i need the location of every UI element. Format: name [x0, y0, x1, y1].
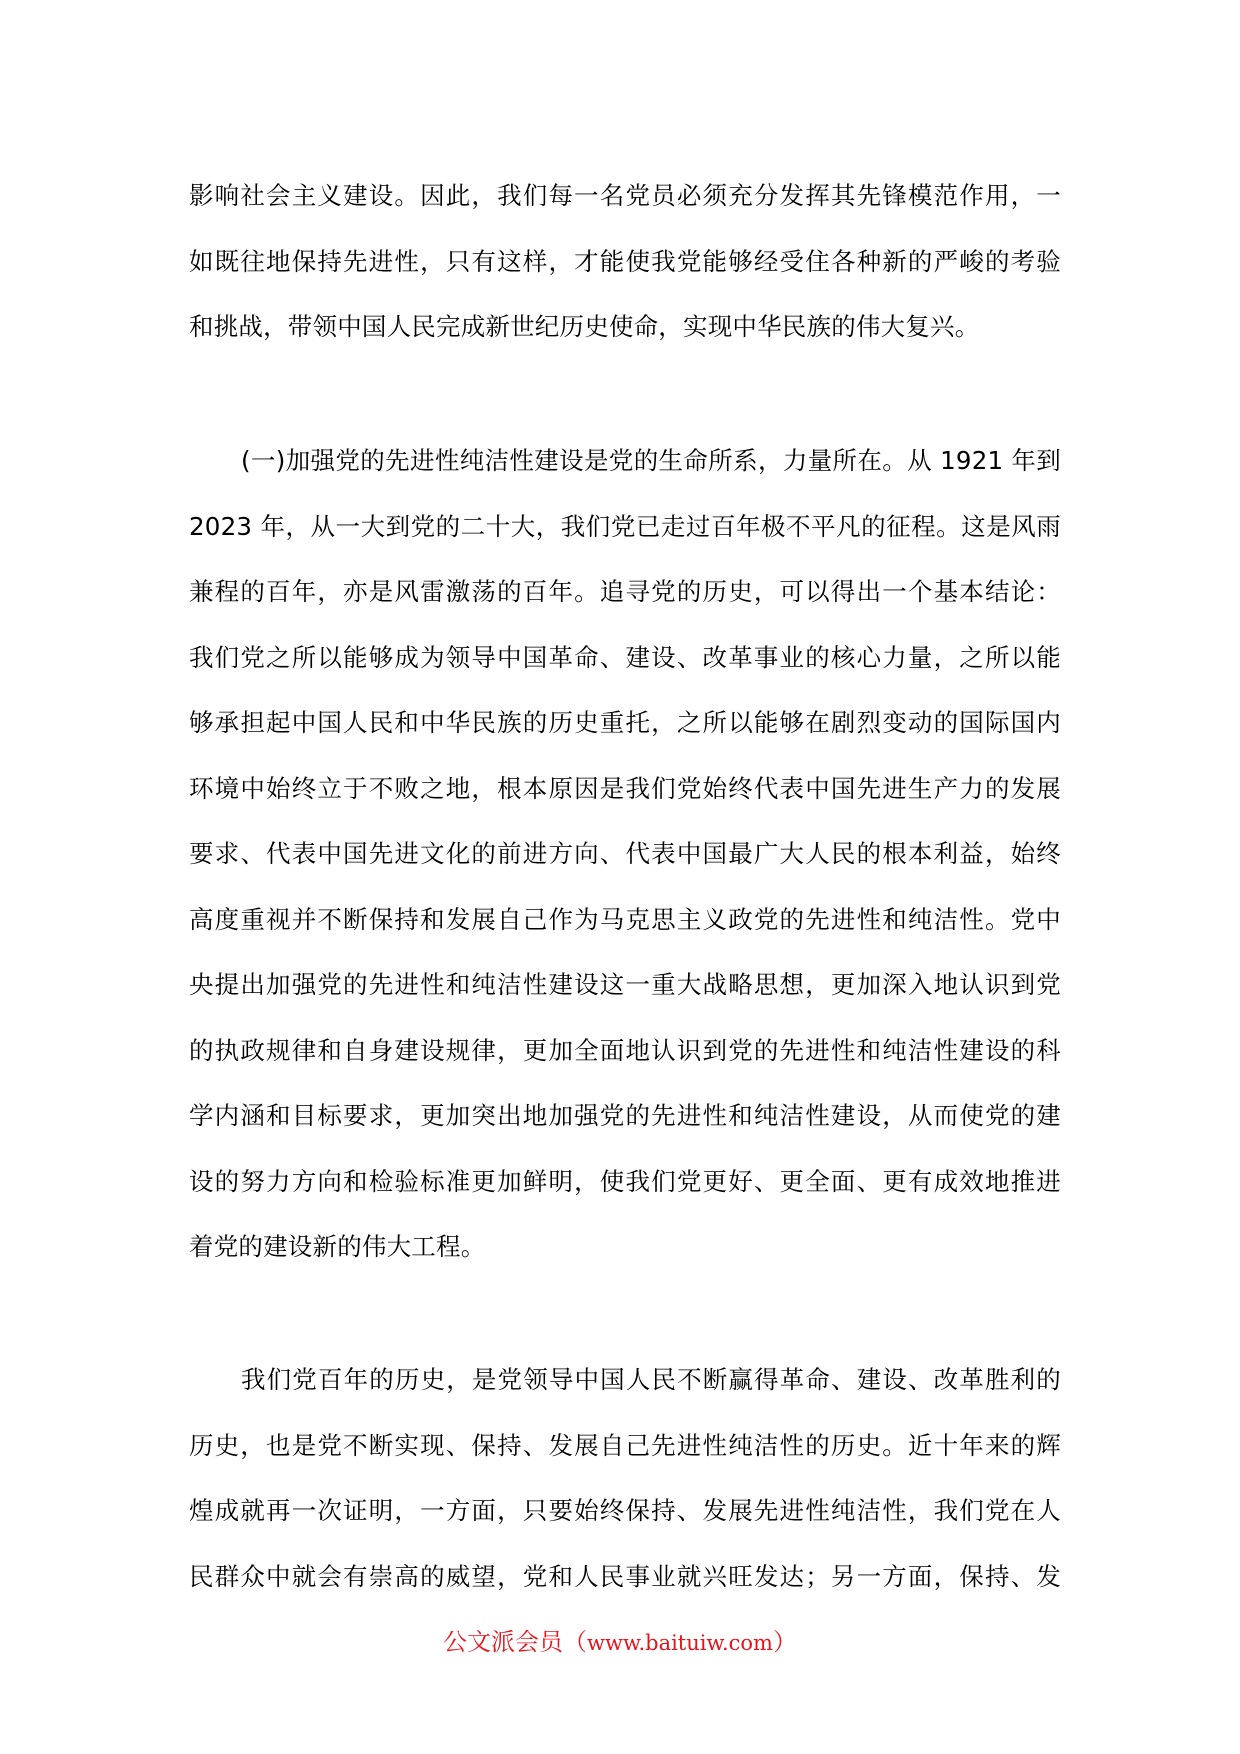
text-line: 环境中始终立于不败之地，根本原因是我们党始终代表中国先进生产力的发展: [189, 773, 1061, 803]
text-line: 着党的建设新的伟大工程。: [189, 1232, 486, 1261]
text-line: 民群众中就会有崇高的威望，党和人民事业就兴旺发达；另一方面，保持、发: [189, 1561, 1061, 1591]
text-line: 够承担起中国人民和中华民族的历史重托，之所以能够在剧烈变动的国际国内: [189, 708, 1061, 737]
paragraph: [189, 163, 1061, 360]
text-line: 如既往地保持先进性，只有这样，才能使我党能够经受住各种新的严峻的考验: [189, 246, 1061, 276]
text-line: 要求、代表中国先进文化的前进方向、代表中国最广大人民的根本利益，始终: [189, 839, 1061, 868]
footer-label: 公文派会员（: [443, 1628, 588, 1656]
paragraph: [189, 1347, 1061, 1609]
footer-suffix: ）: [772, 1628, 797, 1656]
text-line: 我们党百年的历史，是党领导中国人民不断赢得革命、建设、改革胜利的: [241, 1365, 1061, 1394]
text-line: 影响社会主义建设。因此，我们每一名党员必须充分发挥其先锋模范作用，一: [189, 181, 1061, 210]
text-line: (一)加强党的先进性纯洁性建设是党的生命所系，力量所在。从 1921 年到: [241, 446, 1061, 475]
text-line: 我们党之所以能够成为领导中国革命、建设、改革事业的核心力量，之所以能: [189, 642, 1061, 672]
text-line: 煌成就再一次证明，一方面，只要始终保持、发展先进性纯洁性，我们党在人: [189, 1496, 1061, 1525]
text-line: 央提出加强党的先进性和纯洁性建设这一重大战略思想，更加深入地认识到党: [189, 970, 1061, 999]
text-line: 历史，也是党不断实现、保持、发展自己先进性纯洁性的历史。近十年来的辉: [189, 1430, 1061, 1460]
text-line: 设的努力方向和检验标准更加鲜明，使我们党更好、更全面、更有成效地推进: [189, 1166, 1061, 1196]
footer-url[interactable]: www.baituiw.com: [587, 1631, 773, 1655]
paragraph: [189, 428, 1061, 1280]
footer-watermark: [0, 1624, 1240, 1661]
text-line: 和挑战，带领中国人民完成新世纪历史使命，实现中华民族的伟大复兴。: [189, 312, 980, 341]
text-line: 学内涵和目标要求，更加突出地加强党的先进性和纯洁性建设，从而使党的建: [189, 1101, 1061, 1130]
text-line: 的执政规律和自身建设规律，更加全面地认识到党的先进性和纯洁性建设的科: [189, 1035, 1061, 1065]
text-line: 2023 年，从一大到党的二十大，我们党已走过百年极不平凡的征程。这是风雨: [189, 511, 1061, 541]
text-line: 兼程的百年，亦是风雷激荡的百年。追寻党的历史，可以得出一个基本结论：: [189, 577, 1061, 606]
text-line: 高度重视并不断保持和发展自己作为马克思主义政党的先进性和纯洁性。党中: [189, 904, 1061, 934]
